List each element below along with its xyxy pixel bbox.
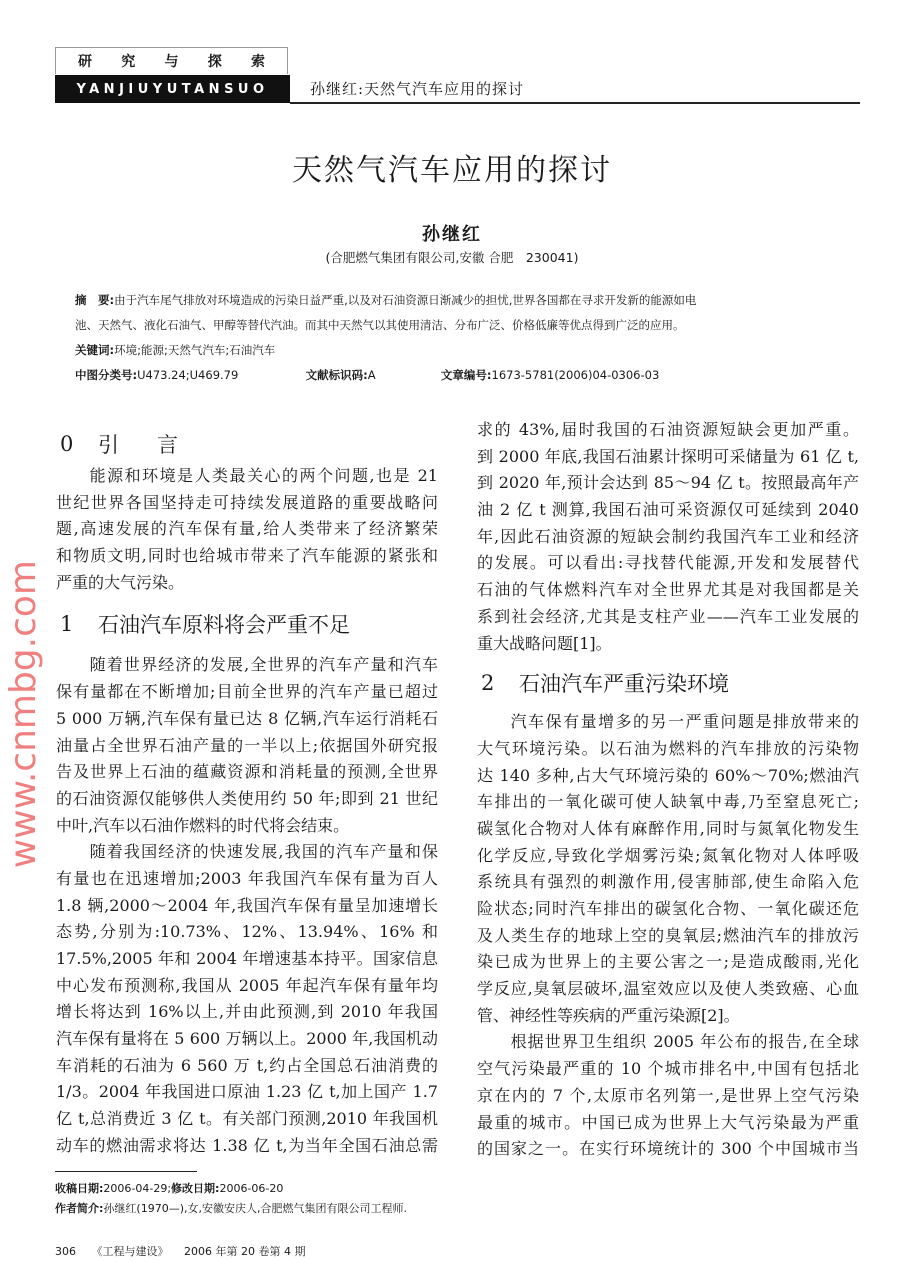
text-line: 严重的大气污染。: [56, 572, 185, 592]
text-line: 碳氢化合物对人体有麻醉作用,同时与氮氧化物发生: [477, 818, 859, 838]
text-line: 大气环境污染。以石油为燃料的汽车排放的污染物: [477, 738, 859, 758]
column-label-cn: [55, 47, 288, 74]
keywords-label: 关键词:: [75, 343, 115, 357]
abstract-text: 由于汽车尾气排放对环境造成的污染日益严重,以及对石油资源日渐减少的担忧,世界各国都在寻求开发新的能源如电: [114, 293, 697, 307]
author-name: 孙继红: [422, 224, 482, 245]
text-line: 随着我国经济的快速发展,我国的汽车产量和保: [89, 842, 438, 862]
text-line: 学反应,臭氧层破坏,温室效应以及使人类致癌、心血: [477, 979, 859, 999]
bio-label: 作者简介:: [55, 1202, 104, 1215]
text-line: 京在内的 7 个,太原市名列第一,是世界上空气污染: [477, 1085, 859, 1105]
revised-date: 2006-06-20: [219, 1182, 284, 1195]
text-line: 汽车保有量增多的另一严重问题是排放带来的: [510, 712, 859, 732]
right-column: [477, 417, 859, 1163]
running-title: 孙继红:天然气汽车应用的探讨: [310, 80, 525, 98]
text-line: 告及世界上石油的蕴藏资源和消耗量的预测,全世界: [56, 762, 438, 782]
article-number-label: 文章编号:: [440, 368, 492, 382]
text-line: 中心发布预测称,我国从 2005 年起汽车保有量年均: [56, 975, 438, 995]
header-rule: [290, 102, 860, 104]
text-line: 动车的燃油需求将达 1.38 亿 t,为当年全国石油总需: [56, 1135, 438, 1155]
text-line: 管、神经性等疾病的严重污染源[2]。: [477, 1005, 740, 1025]
text-line: 保有量都在不断增加;目前全世界的汽车产量已超过: [56, 682, 438, 702]
text-line: 空气污染最严重的 10 个城市排名中,中国有包括北: [477, 1059, 859, 1079]
text-line: 油 2 亿 t 测算,我国石油可采资源仅可延续到 2040: [477, 500, 859, 520]
text-line: 的发展。可以看出:寻找替代能源,开发和发展替代: [477, 553, 859, 573]
page-number: 306: [55, 1245, 76, 1258]
bio-text: 孙继红(1970—),女,安徽安庆人,合肥燃气集团有限公司工程师.: [103, 1202, 407, 1215]
text-line: 达 140 多种,占大气环境污染的 60%～70%;燃油汽: [477, 765, 859, 785]
text-line: 化学反应,导致化学烟雾污染;氮氧化物对人体呼吸: [477, 845, 859, 865]
author-affiliation: (合肥燃气集团有限公司,安徽 合肥 230041): [325, 250, 579, 265]
section-number: 1: [60, 612, 74, 637]
text-line: 1/3。2004 年我国进口原油 1.23 亿 t,加上国产 1.7: [56, 1082, 438, 1102]
text-line: 及人类生存的地球上空的臭氧层;燃油汽车的排放污: [477, 925, 859, 945]
text-line: 油量占全世界石油产量的一半以上;依据国外研究报: [56, 735, 438, 755]
watermark: www.cnmbg.com: [3, 560, 44, 869]
paragraph: [477, 709, 859, 1029]
text-line: 随着世界经济的发展,全世界的汽车产量和汽车: [89, 655, 438, 675]
text-line: 到 2000 年底,我国石油累计探明可采储量为 61 亿 t,: [477, 446, 859, 466]
column-char: 究: [121, 54, 136, 70]
section-title: 引言: [98, 433, 216, 457]
text-line: 17.5%,2005 年和 2004 年增速基本持平。国家信息: [56, 949, 438, 968]
text-line: 染已成为世界上的主要公害之一;是造成酸雨,光化: [477, 952, 859, 972]
text-line: 的国家之一。在实行环境统计的 300 个中国城市当: [477, 1139, 859, 1159]
received-label: 收稿日期:: [55, 1182, 104, 1195]
text-line: 汽车保有量将在 5 600 万辆以上。2000 年,我国机动: [56, 1029, 438, 1049]
doc-code-label: 文献标识码:: [305, 368, 368, 382]
clc-value: U473.24;U469.79: [137, 368, 239, 382]
text-line: 1.8 辆,2000～2004 年,我国汽车保有量呈加速增长: [56, 895, 438, 915]
doc-code-value: A: [367, 368, 376, 382]
article-number-value: 1673-5781(2006)04-0306-03: [491, 368, 660, 382]
journal-issue: 2006 年第 20 卷第 4 期: [184, 1245, 306, 1258]
column-char: 研: [78, 54, 92, 70]
text-line: 系到社会经济,尤其是支柱产业——汽车工业发展的: [477, 606, 859, 626]
keywords: [75, 342, 275, 358]
text-line: 险状态;同时汽车排出的碳氢化合物、一氧化碳还危: [477, 899, 859, 918]
text-line: 世纪世界各国坚持走可持续发展道路的重要战略问: [56, 492, 438, 512]
text-line: 能源和环境是人类最关心的两个问题,也是 21: [89, 466, 438, 485]
text-line: 亿 t,总消费近 3 亿 t。有关部门预测,2010 年我国机: [56, 1109, 438, 1129]
text-line: 有量也在迅速增加;2003 年我国汽车保有量为百人: [56, 868, 438, 888]
keywords-value: 环境;能源;天然气汽车;石油汽车: [114, 343, 276, 357]
text-line: 5 000 万辆,汽车保有量已达 8 亿辆,汽车运行消耗石: [56, 708, 438, 728]
text-line: 车消耗的石油为 6 560 万 t,约占全国总石油消费的: [56, 1055, 438, 1075]
paragraph: [56, 652, 438, 839]
column-label-en: YANJIUYUTANSUO: [55, 75, 290, 103]
text-line: 根据世界卫生组织 2005 年公布的报告,在全球: [510, 1032, 859, 1052]
section-number: 2: [481, 671, 495, 696]
text-line: 最重的城市。中国已成为世界上大气污染最为严重: [477, 1112, 859, 1132]
text-line: 年,因此石油资源的短缺会制约我国汽车工业和经济: [477, 526, 859, 546]
text-line: 车排出的一氧化碳可使人缺氧中毒,乃至窒息死亡;: [477, 792, 859, 812]
text-line: 态势,分别为:10.73%、12%、13.94%、16% 和: [56, 922, 438, 942]
footnote-dates: [55, 1180, 283, 1196]
text-line: 重大战略问题[1]。: [477, 633, 612, 653]
section-heading: [56, 596, 438, 652]
received-date: 2006-04-29;: [103, 1182, 172, 1195]
column-char: 探: [207, 54, 222, 70]
paragraph: [477, 1029, 859, 1162]
abstract-line: 池、天然气、液化石油气、甲醇等替代汽油。而其中天然气以其使用清洁、分布广泛、价格低廉等优点得到广泛的应用。: [75, 318, 685, 332]
column-char: 索: [251, 54, 265, 70]
section-number: 0: [60, 432, 74, 456]
text-line: 石油的气体燃料汽车对全世界尤其是对我国都是关: [477, 580, 859, 600]
text-line: 增长将达到 16%以上,并由此预测,到 2010 年我国: [56, 1002, 438, 1022]
abstract-label: 摘 要:: [75, 293, 115, 307]
section-title: 石油汽车原料将会严重不足: [98, 613, 350, 638]
text-line: 求的 43%,届时我国的石油资源短缺会更加严重。: [477, 420, 859, 439]
paragraph: [477, 417, 859, 657]
left-column: [56, 425, 438, 1160]
column-char: 与: [164, 54, 179, 70]
revised-label: 修改日期:: [171, 1182, 220, 1195]
text-line: 到 2020 年,预计会达到 85～94 亿 t。按照最高年产: [477, 473, 859, 493]
footnote-bio: [55, 1200, 407, 1216]
section-heading: [477, 657, 859, 709]
section-title: 石油汽车严重污染环境: [519, 672, 729, 697]
abstract-line: [75, 292, 696, 308]
journal-name: 《工程与建设》: [91, 1245, 169, 1258]
clc-label: 中图分类号:: [75, 368, 138, 382]
text-line: 系统具有强烈的刺激作用,侵害肺部,使生命陷入危: [477, 872, 859, 892]
text-line: 题,高速发展的汽车保有量,给人类带来了经济繁荣: [56, 519, 438, 539]
article-title: 天然气汽车应用的探讨: [292, 153, 612, 188]
page-footer: [55, 1243, 317, 1259]
text-line: 的石油资源仅能够供人类使用约 50 年;即到 21 世纪: [56, 788, 438, 808]
classification-line: [75, 367, 659, 383]
paragraph: [56, 463, 438, 596]
footnote-rule: [55, 1171, 197, 1172]
section-heading: [56, 425, 438, 463]
text-line: 中叶,汽车以石油作燃料的时代将会结束。: [56, 815, 350, 835]
text-line: 和物质文明,同时也给城市带来了汽车能源的紧张和: [56, 546, 438, 566]
paragraph: [56, 839, 438, 1159]
